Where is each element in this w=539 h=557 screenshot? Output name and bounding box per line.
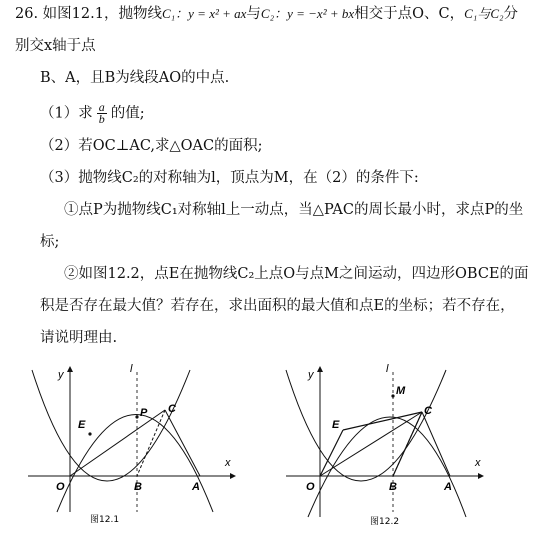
point-p (135, 415, 138, 418)
figure-12-2 (278, 362, 523, 552)
question-3-2-line-c: 请说明理由. (40, 330, 118, 346)
segment-ec (343, 412, 422, 430)
question-1 (40, 102, 145, 125)
problem-line-3: B、A，且B为线段AO的中点. (40, 70, 230, 86)
figure-12-1 (20, 362, 265, 552)
fraction-a-over-b (97, 102, 107, 125)
fraction-numerator: a (98, 100, 105, 114)
point-e (88, 432, 91, 435)
label-x: x (475, 457, 481, 469)
intro-text-3: 分 (503, 6, 519, 22)
label-o: O (306, 481, 315, 493)
figure-caption: 图12.2 (370, 517, 400, 527)
q1-suffix: 的值; (110, 105, 145, 122)
label-l: l (386, 363, 389, 375)
label-c: C (168, 403, 176, 415)
label-c: C (424, 405, 432, 417)
label-b: B (389, 481, 397, 493)
problem-line-1 (15, 4, 518, 24)
label-a: A (444, 481, 452, 493)
label-x: x (225, 457, 231, 469)
question-3-1-line-a: ①点P为抛物线C₁对称轴l上一动点，当△PAC的周长最小时，求点P的坐 (64, 202, 524, 218)
intro-text-2: 相交于点O、C， (354, 6, 465, 22)
label-b: B (134, 481, 142, 493)
label-m: M (396, 385, 406, 397)
with-text: 与 (246, 6, 261, 22)
fraction-denominator: b (98, 112, 105, 126)
c1-equation: C₁：y = x² + ax (161, 6, 247, 21)
label-o: O (56, 481, 65, 493)
question-3-2-line-a: ②如图12.2，点E在抛物线C₂上点O与点M之间运动，四边形OBCE的面 (64, 266, 529, 282)
point-m (391, 394, 394, 397)
q1-prefix: （1）求 (40, 105, 93, 122)
question-2: （2）若OC⊥AC,求△OAC的面积; (40, 138, 263, 154)
intro-text-1: 如图12.1，抛物线 (42, 6, 162, 22)
label-l: l (130, 363, 133, 375)
parabola-c2 (308, 417, 466, 517)
question-3-2-line-b: 积是否存在最大值？若存在，求出面积的最大值和点E的坐标；若不存在， (40, 298, 515, 314)
label-y: y (58, 369, 64, 381)
figure-caption: 图12.1 (90, 515, 120, 525)
question-3: （3）抛物线C₂的对称轴为l，顶点为M，在（2）的条件下: (40, 170, 419, 186)
parabola-c1 (32, 370, 190, 481)
question-3-1-line-b: 标; (40, 234, 60, 250)
c2-equation: C₂：y = −x² + bx (260, 6, 355, 21)
label-a: A (192, 481, 200, 493)
label-e: E (78, 419, 86, 431)
problem-number: 26. (15, 6, 39, 22)
c1-c2-text: C₁与C₂ (464, 6, 504, 21)
label-p: P (140, 407, 148, 419)
segment-ca (165, 410, 200, 476)
label-y: y (308, 369, 314, 381)
segment-ca (422, 412, 450, 476)
label-e: E (332, 419, 340, 431)
problem-line-2: 别交x轴于点 (15, 38, 96, 54)
